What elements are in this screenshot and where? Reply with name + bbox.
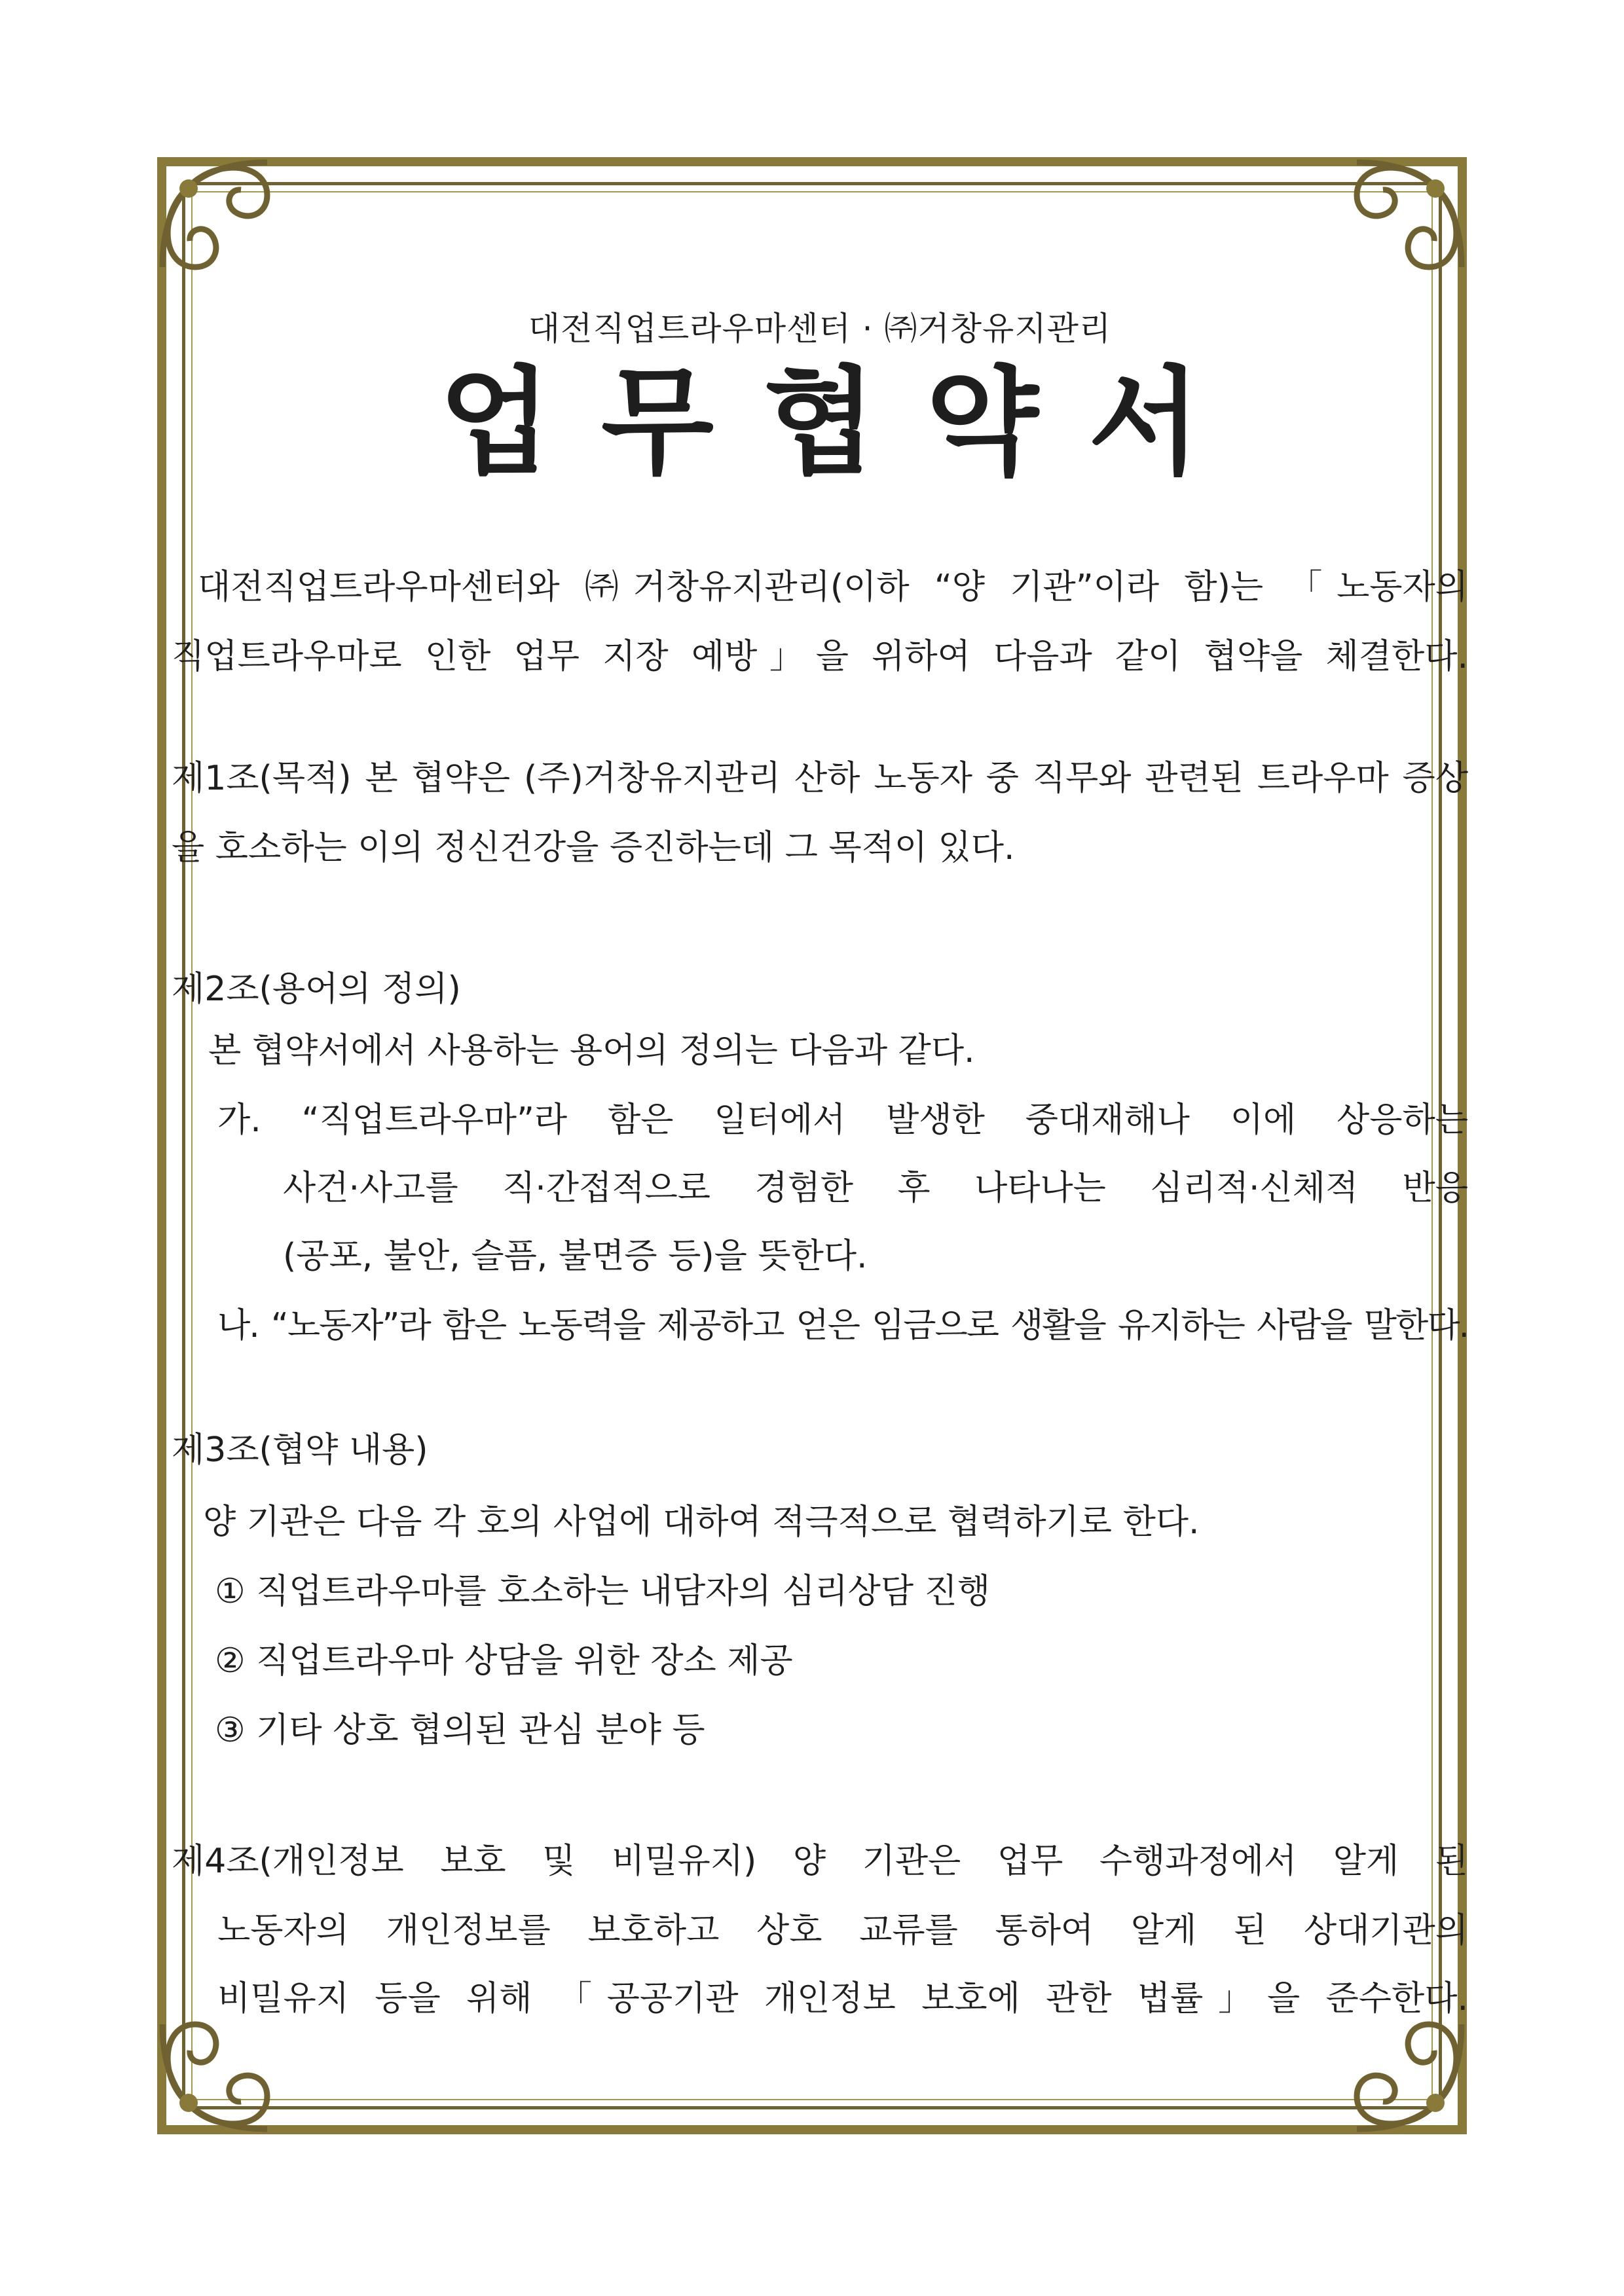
article2-item-na: 나. “노동자”라 함은 노동력을 제공하고 얻은 임금으로 생활을 유지하는 사람을 말한다.: [217, 1306, 1468, 1345]
corner-ornament-icon: [149, 2011, 280, 2142]
article2-intro: 본 협약서에서 사용하는 용어의 정의는 다음과 같다.: [208, 1031, 975, 1070]
article3-item-1: ① 직업트라우마를 호소하는 내담자의 심리상담 진행: [215, 1572, 991, 1611]
article2-item-ga-line-3: (공포, 불안, 슬픔, 불면증 등)을 뜻한다.: [283, 1237, 868, 1276]
article3-item-2: ② 직업트라우마 상담을 위한 장소 제공: [215, 1641, 793, 1681]
corner-ornament-icon: [149, 149, 280, 280]
article2-heading: 제2조(용어의 정의): [172, 970, 461, 1009]
document-subtitle: 대전직업트라우마센터 · ㈜거창유지관리: [528, 310, 1112, 348]
article4-line-3: 비밀유지 등을 위해 「공공기관 개인정보 보호에 관한 법률」을 준수한다.: [217, 1979, 1468, 2018]
article4-line-1: 제4조(개인정보 보호 및 비밀유지) 양 기관은 업무 수행과정에서 알게 된: [172, 1842, 1468, 1881]
article1-line-1: 제1조(목적) 본 협약은 (주)거창유지관리 산하 노동자 중 직무와 관련된 트라우마 증상: [172, 759, 1468, 798]
article2-item-ga-line-2: 사건·사고를 직·간접적으로 경험한 후 나타나는 심리적·신체적 반응: [283, 1169, 1468, 1208]
article3-item-3: ③ 기타 상호 협의된 관심 분야 등: [215, 1711, 705, 1750]
article3-heading: 제3조(협약 내용): [172, 1430, 428, 1470]
article2-item-ga-line-1: 가. “직업트라우마”라 함은 일터에서 발생한 중대재해나 이에 상응하는: [217, 1101, 1468, 1140]
article4-line-2: 노동자의 개인정보를 보호하고 상호 교류를 통하여 알게 된 상대기관의: [217, 1911, 1468, 1950]
article3-intro: 양 기관은 다음 각 호의 사업에 대하여 적극적으로 협력하기로 한다.: [203, 1503, 1200, 1542]
document-title: 업무협약서: [439, 355, 1251, 490]
corner-ornament-icon: [1344, 149, 1475, 280]
intro-line-2: 직업트라우마로 인한 업무 지장 예방」을 위하여 다음과 같이 협약을 체결한다.: [172, 637, 1468, 676]
corner-ornament-icon: [1344, 2011, 1475, 2142]
article1-line-2: 을 호소하는 이의 정신건강을 증진하는데 그 목적이 있다.: [172, 828, 1015, 867]
intro-line-1: 대전직업트라우마센터와 ㈜거창유지관리(이하 “양 기관”이라 함)는 「노동자의: [198, 568, 1468, 607]
